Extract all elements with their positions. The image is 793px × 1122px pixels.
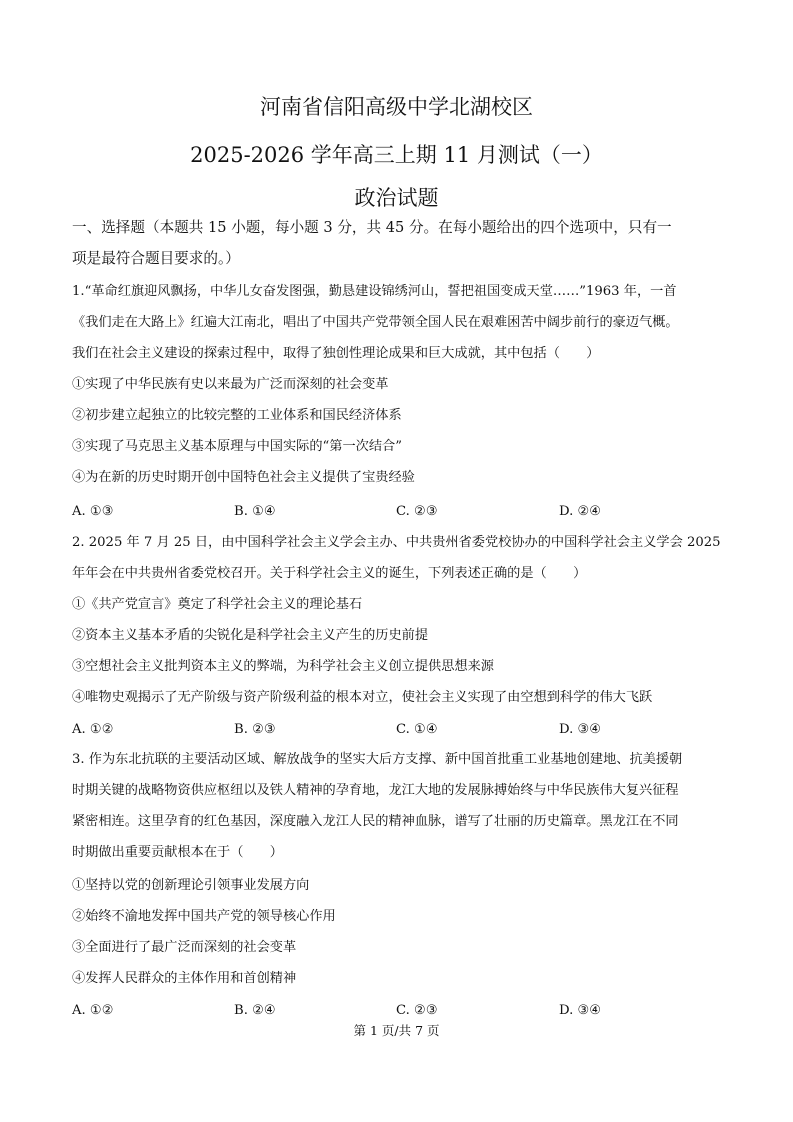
q3-item-1: ①坚持以党的创新理论引领事业发展方向 bbox=[72, 878, 310, 893]
q2-item-3: ③空想社会主义批判资本主义的弊端，为科学社会主义创立提供思想来源 bbox=[72, 659, 494, 674]
subject-title: 政治试题 bbox=[354, 186, 439, 210]
q1-option-b: B. ①④ bbox=[234, 504, 276, 519]
q3-stem-line: 3. 作为东北抗联的主要活动区域、解放战争的坚实大后方支撑、新中国首批重工业基地创建地、抗美援朝 bbox=[72, 752, 683, 767]
q1-stem-line: 《我们走在大路上》红遍大江南北，唱出了中国共产党带领全国人民在艰难困苦中阔步前行的豪迈气概。 bbox=[72, 315, 679, 330]
q1-item-4: ④为在新的历史时期开创中国特色社会主义提供了宝贵经验 bbox=[72, 470, 415, 485]
q3-option-d: D. ③④ bbox=[559, 1003, 602, 1018]
q1-options bbox=[72, 502, 724, 522]
q1-option-d: D. ②④ bbox=[559, 504, 602, 519]
q2-option-a: A. ①② bbox=[72, 722, 114, 737]
q2-option-d: D. ③④ bbox=[559, 722, 602, 737]
school-title: 河南省信阳高级中学北湖校区 bbox=[260, 95, 533, 119]
q2-item-1: ①《共产党宣言》奠定了科学社会主义的理论基石 bbox=[72, 597, 363, 612]
q1-option-a: A. ①③ bbox=[72, 504, 114, 519]
q2-option-c: C. ①④ bbox=[396, 722, 438, 737]
q2-item-2: ②资本主义基本矛盾的尖锐化是科学社会主义产生的历史前提 bbox=[72, 628, 429, 643]
q3-option-c: C. ②③ bbox=[396, 1003, 438, 1018]
q2-option-b: B. ②③ bbox=[234, 722, 276, 737]
q3-item-3: ③全面进行了最广泛而深刻的社会变革 bbox=[72, 940, 297, 955]
q3-option-a: A. ①② bbox=[72, 1003, 114, 1018]
exam-title: 2025-2026 学年高三上期 11 月测试（一） bbox=[190, 143, 603, 167]
q3-item-4: ④发挥人民群众的主体作用和首创精神 bbox=[72, 971, 297, 986]
q2-stem-line: 2. 2025 年 7 月 25 日，由中国科学社会主义学会主办、中共贵州省委党校协办的中国科学社会主义学会 2025 bbox=[72, 535, 721, 550]
q3-stem-line: 紧密相连。这里孕育的红色基因，深度融入龙江人民的精神血脉，谱写了壮丽的历史篇章。黑龙江在不同 bbox=[72, 814, 679, 829]
q1-item-2: ②初步建立起独立的比较完整的工业体系和国民经济体系 bbox=[72, 408, 402, 423]
q1-item-3: ③实现了马克思主义基本原理与中国实际的“第一次结合” bbox=[72, 439, 402, 454]
q3-item-2: ②始终不渝地发挥中国共产党的领导核心作用 bbox=[72, 909, 336, 924]
q3-stem-line: 时期关键的战略物资供应枢纽以及铁人精神的孕育地，龙江大地的发展脉搏始终与中华民族伟大复兴征程 bbox=[72, 783, 679, 798]
q1-stem-line: 我们在社会主义建设的探索过程中，取得了独创性理论成果和巨大成就，其中包括（ ） bbox=[72, 346, 600, 361]
q3-option-b: B. ②④ bbox=[234, 1003, 276, 1018]
section-instruction-cont: 项是最符合题目要求的。） bbox=[72, 250, 240, 267]
q1-stem-line: 1.“革命红旗迎风飘扬，中华儿女奋发图强，勤恳建设锦绣河山，誓把祖国变成天堂……”1963 年，一首 bbox=[72, 284, 677, 299]
section-instruction: 一、选择题（本题共 15 小题，每小题 3 分，共 45 分。在每小题给出的四个选项中，只有一 bbox=[72, 219, 672, 236]
q2-options bbox=[72, 720, 724, 740]
q1-item-1: ①实现了中华民族有史以来最为广泛而深刻的社会变革 bbox=[72, 377, 389, 392]
q3-options bbox=[72, 1001, 724, 1021]
q3-stem-line: 时期做出重要贡献根本在于（ ） bbox=[72, 845, 283, 860]
q2-item-4: ④唯物史观揭示了无产阶级与资产阶级利益的根本对立，使社会主义实现了由空想到科学的伟大飞跃 bbox=[72, 690, 653, 705]
q1-option-c: C. ②③ bbox=[396, 504, 438, 519]
page-number: 第 1 页/共 7 页 bbox=[353, 1023, 440, 1038]
q2-stem-line: 年年会在中共贵州省委党校召开。关于科学社会主义的诞生，下列表述正确的是（ ） bbox=[72, 566, 587, 581]
